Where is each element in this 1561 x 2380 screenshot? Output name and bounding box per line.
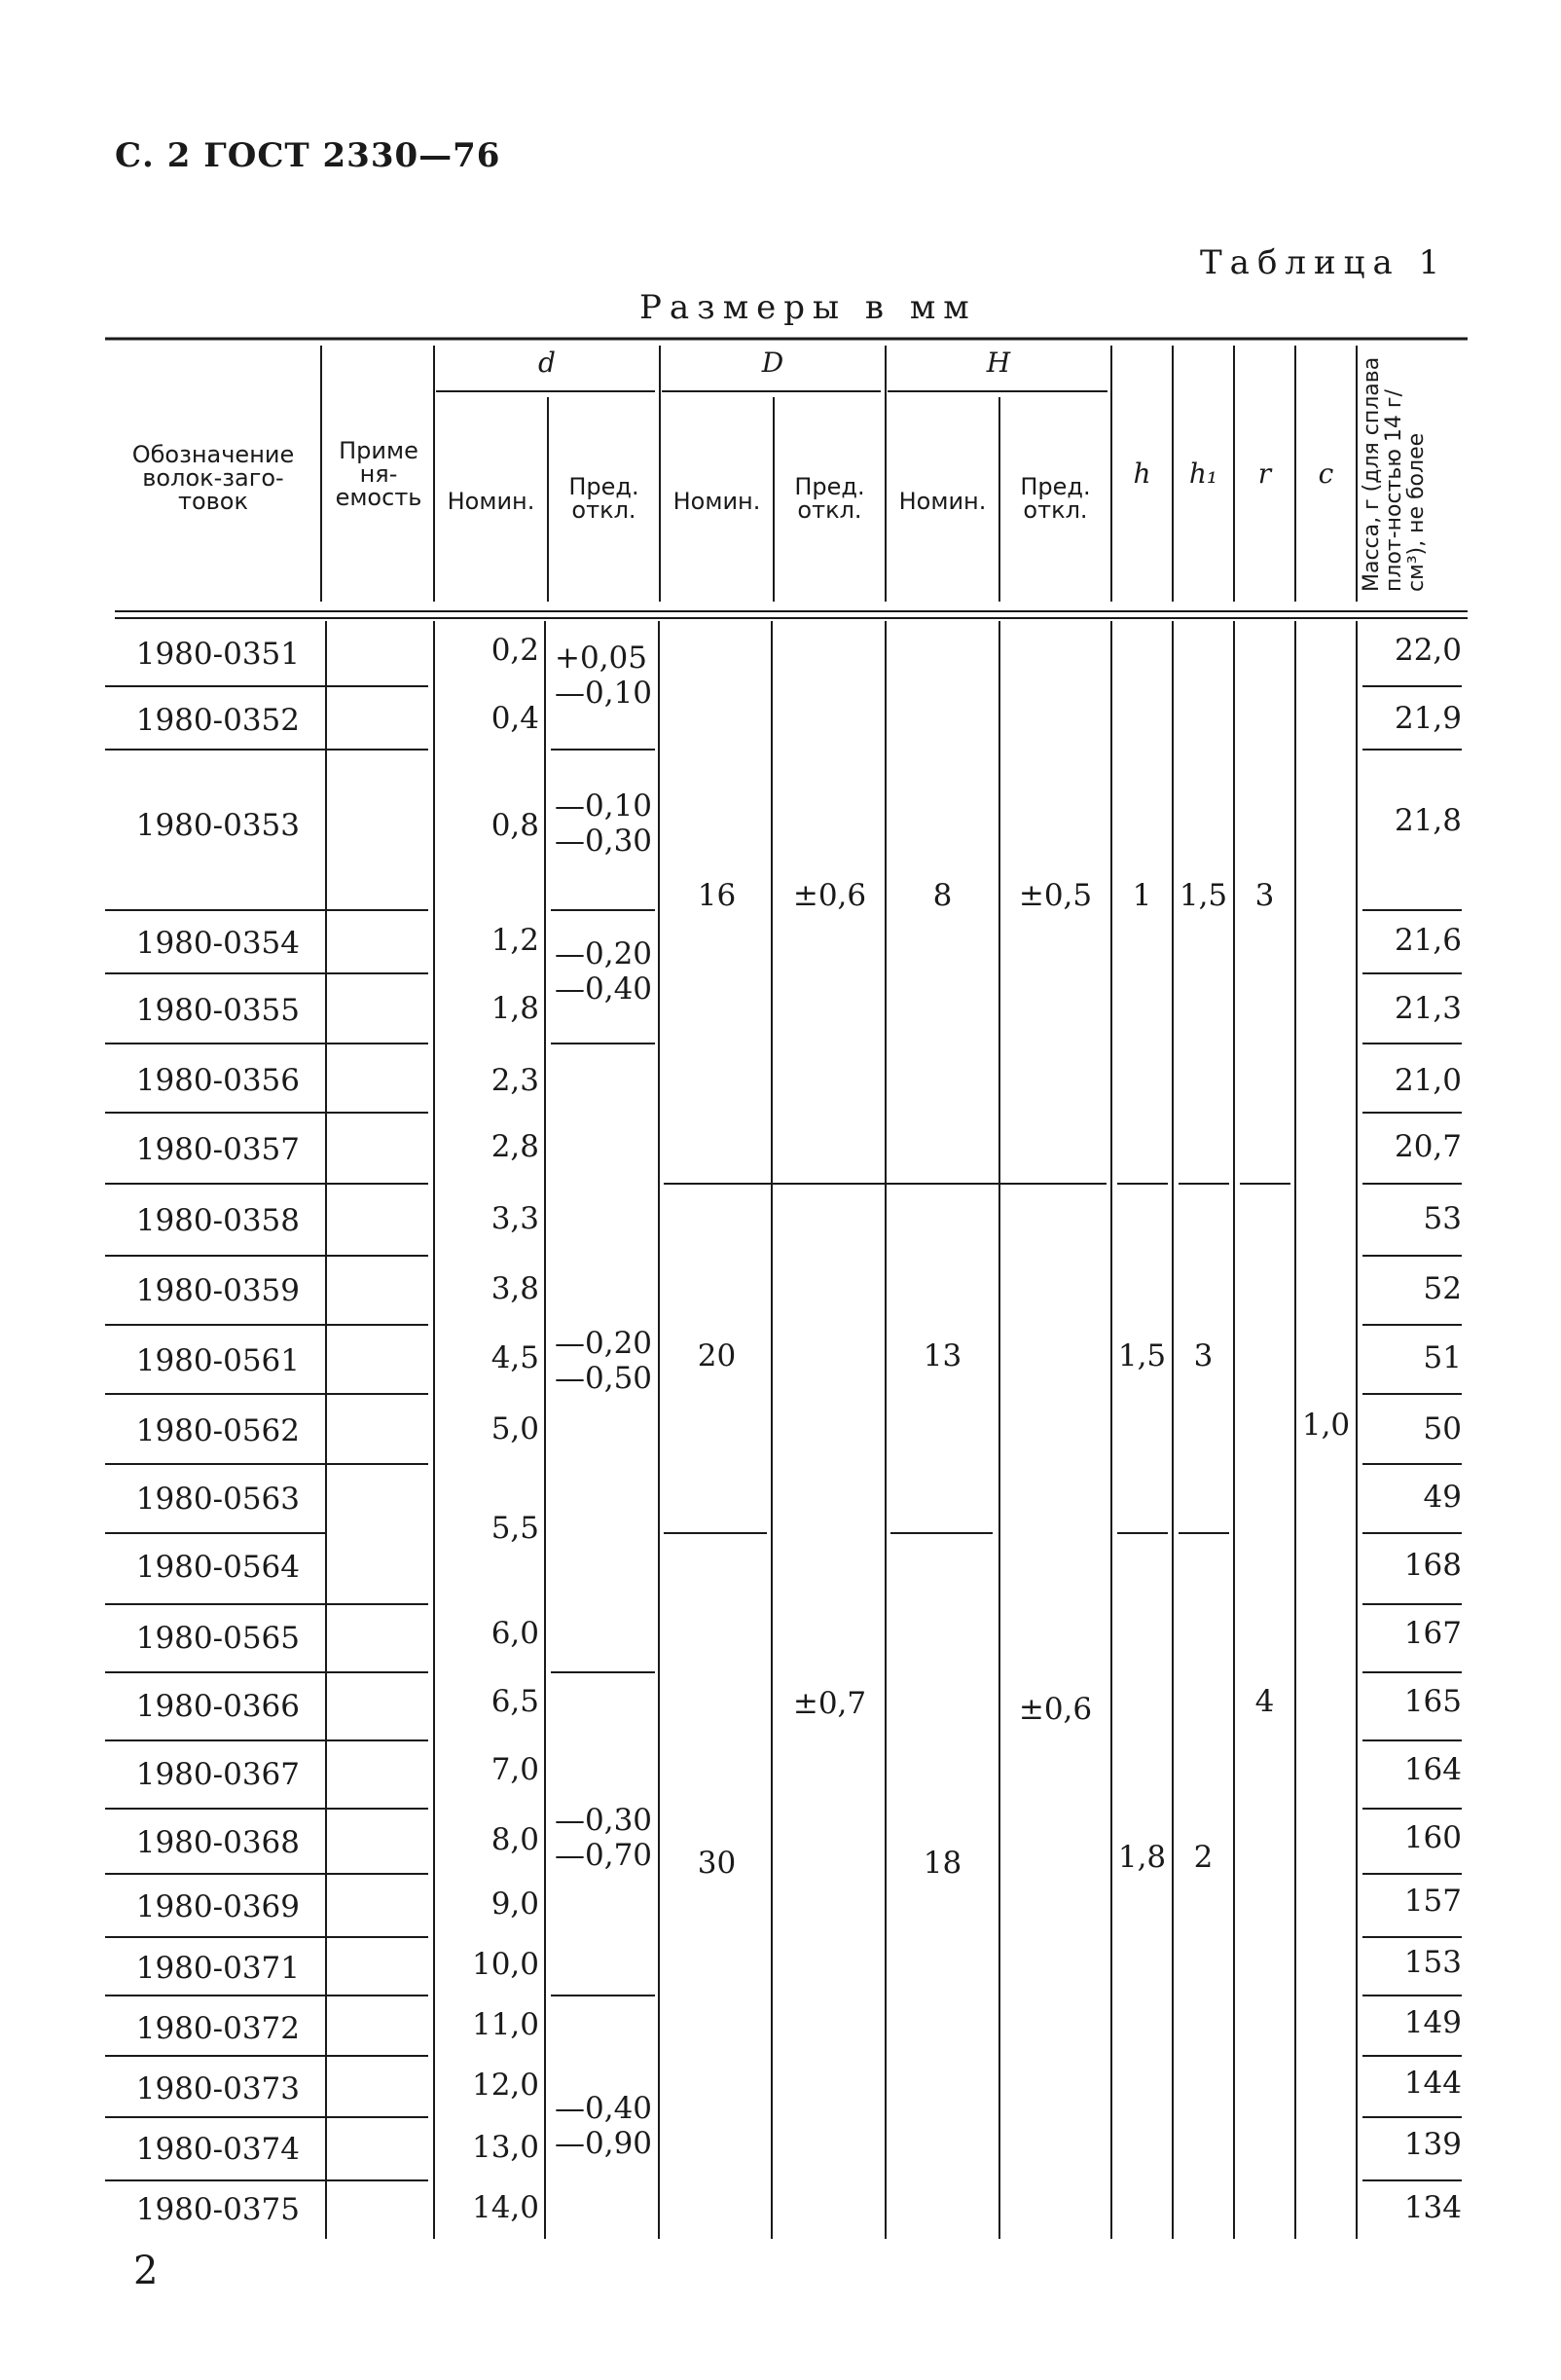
group3-h: 1,8 xyxy=(1117,1840,1167,1875)
row-code: 1980-0563 xyxy=(135,1482,300,1517)
row-code: 1980-0356 xyxy=(135,1063,300,1098)
col-mass-header: Масса, г (для сплава плот-ностью 14 г/см³), не более xyxy=(1360,356,1429,592)
group2-h: 1,5 xyxy=(1117,1338,1167,1373)
row-d-nominal: 1,2 xyxy=(490,923,539,958)
row-code: 1980-0369 xyxy=(135,1889,300,1924)
row-code: 1980-0374 xyxy=(135,2132,300,2167)
col-H-tolerance-header: Пред. откл. xyxy=(1020,473,1091,524)
row-code: 1980-0355 xyxy=(135,993,300,1028)
row-d-nominal: 11,0 xyxy=(471,2007,539,2042)
col-D-header: D xyxy=(761,347,784,379)
col-d-tolerance-header: Пред. откл. xyxy=(568,473,639,524)
row-mass: 53 xyxy=(1423,1201,1462,1236)
d-tolerance-5: —0,30 —0,70 xyxy=(555,1803,653,1873)
row-mass: 21,0 xyxy=(1394,1063,1462,1098)
table-label: Таблица 1 xyxy=(1200,243,1448,282)
row-code: 1980-0353 xyxy=(135,808,300,843)
row-code: 1980-0565 xyxy=(135,1621,300,1656)
d-tolerance-1: +0,05 —0,10 xyxy=(555,641,653,711)
col-D-nominal-header: Номин. xyxy=(672,488,761,515)
row-code: 1980-0373 xyxy=(135,2071,300,2106)
row-code: 1980-0372 xyxy=(135,2011,300,2046)
row-d-nominal: 4,5 xyxy=(490,1340,539,1375)
col-D-tolerance-header: Пред. откл. xyxy=(794,473,865,524)
row-d-nominal: 5,5 xyxy=(490,1511,539,1546)
row-code: 1980-0564 xyxy=(135,1550,300,1585)
row-d-nominal: 10,0 xyxy=(471,1947,539,1982)
col-d-nominal-header: Номин. xyxy=(447,488,535,515)
row-code: 1980-0562 xyxy=(135,1413,300,1448)
row-code: 1980-0354 xyxy=(135,926,300,961)
group2-h1: 3 xyxy=(1193,1338,1214,1373)
row-mass: 168 xyxy=(1403,1548,1462,1583)
group3-H-tol: ±0,6 xyxy=(1018,1692,1093,1727)
row-mass: 144 xyxy=(1403,2066,1462,2101)
row-mass: 21,3 xyxy=(1394,991,1462,1026)
d-tolerance-6: —0,40 —0,90 xyxy=(555,2091,653,2161)
c-value: 1,0 xyxy=(1301,1408,1351,1443)
group3-h1: 2 xyxy=(1193,1840,1214,1875)
col-c-header: c xyxy=(1318,458,1334,490)
row-mass: 153 xyxy=(1403,1945,1462,1980)
col-r-header: r xyxy=(1257,458,1272,490)
d-tolerance-3: —0,20 —0,40 xyxy=(555,936,653,1007)
row-d-nominal: 3,3 xyxy=(490,1201,539,1236)
row-d-nominal: 12,0 xyxy=(471,2068,539,2103)
row-d-nominal: 0,8 xyxy=(490,808,539,843)
row-code: 1980-0352 xyxy=(135,703,300,738)
col-H-header: H xyxy=(986,347,1011,379)
units-label: Размеры в мм xyxy=(639,288,977,327)
row-code: 1980-0368 xyxy=(135,1825,300,1860)
row-d-nominal: 6,0 xyxy=(490,1616,539,1651)
row-d-nominal: 5,0 xyxy=(490,1411,539,1446)
col-applicability-header: Приме ня-емость xyxy=(335,437,422,511)
row-d-nominal: 0,4 xyxy=(490,701,539,736)
group2-D: 20 xyxy=(697,1338,737,1373)
row-d-nominal: 9,0 xyxy=(490,1886,539,1922)
row-d-nominal: 6,5 xyxy=(490,1684,539,1719)
row-mass: 52 xyxy=(1423,1271,1462,1306)
row-code: 1980-0359 xyxy=(135,1273,300,1308)
row-mass: 139 xyxy=(1403,2127,1462,2162)
row-d-nominal: 14,0 xyxy=(471,2190,539,2225)
row-d-nominal: 3,8 xyxy=(490,1271,539,1306)
group1-H: 8 xyxy=(932,878,953,913)
row-mass: 149 xyxy=(1403,2005,1462,2040)
row-mass: 160 xyxy=(1403,1820,1462,1855)
row-d-nominal: 2,3 xyxy=(490,1063,539,1098)
row-mass: 164 xyxy=(1403,1752,1462,1787)
row-mass: 134 xyxy=(1403,2190,1462,2225)
d-tolerance-2: —0,10 —0,30 xyxy=(555,788,653,859)
group2-H: 13 xyxy=(923,1338,962,1373)
page-header: С. 2 ГОСТ 2330—76 xyxy=(115,136,501,175)
row-d-nominal: 2,8 xyxy=(490,1129,539,1164)
row-d-nominal: 0,2 xyxy=(490,633,539,668)
row-code: 1980-0561 xyxy=(135,1343,300,1378)
group1-H-tol: ±0,5 xyxy=(1018,878,1093,913)
group1-D-tol: ±0,6 xyxy=(792,878,867,913)
row-mass: 51 xyxy=(1423,1340,1462,1375)
row-code: 1980-0367 xyxy=(135,1757,300,1792)
row-mass: 49 xyxy=(1423,1480,1462,1515)
row-mass: 22,0 xyxy=(1394,633,1462,668)
group1-h: 1 xyxy=(1132,878,1152,913)
row-d-nominal: 1,8 xyxy=(490,991,539,1026)
col-d-header: d xyxy=(538,347,556,379)
row-code: 1980-0366 xyxy=(135,1689,300,1724)
row-mass: 167 xyxy=(1403,1616,1462,1651)
row-d-nominal: 13,0 xyxy=(471,2130,539,2165)
group3-D-tol: ±0,7 xyxy=(792,1686,867,1721)
row-mass: 21,9 xyxy=(1394,701,1462,736)
col-H-nominal-header: Номин. xyxy=(898,488,987,515)
row-code: 1980-0371 xyxy=(135,1951,300,1986)
col-h1-header: h₁ xyxy=(1188,458,1218,490)
d-tolerance-4: —0,20 —0,50 xyxy=(555,1326,653,1396)
row-code: 1980-0375 xyxy=(135,2192,300,2227)
row-mass: 21,6 xyxy=(1394,923,1462,958)
col-h-header: h xyxy=(1133,458,1151,490)
row-code: 1980-0358 xyxy=(135,1203,300,1238)
group1-D: 16 xyxy=(697,878,737,913)
col-designation-header: Обозначение волок-заго-товок xyxy=(131,441,295,515)
row-mass: 20,7 xyxy=(1394,1129,1462,1164)
group3-D: 30 xyxy=(697,1846,737,1881)
row-mass: 50 xyxy=(1423,1411,1462,1446)
row-code: 1980-0357 xyxy=(135,1132,300,1167)
row-code: 1980-0351 xyxy=(135,637,300,672)
row-d-nominal: 8,0 xyxy=(490,1822,539,1857)
row-mass: 165 xyxy=(1403,1684,1462,1719)
group3-r: 4 xyxy=(1254,1684,1275,1719)
group1-r: 3 xyxy=(1254,878,1275,913)
group3-H: 18 xyxy=(923,1846,962,1881)
row-d-nominal: 7,0 xyxy=(490,1752,539,1787)
page-number: 2 xyxy=(133,2249,159,2293)
group1-h1: 1,5 xyxy=(1179,878,1228,913)
row-mass: 157 xyxy=(1403,1884,1462,1919)
row-mass: 21,8 xyxy=(1394,803,1462,838)
